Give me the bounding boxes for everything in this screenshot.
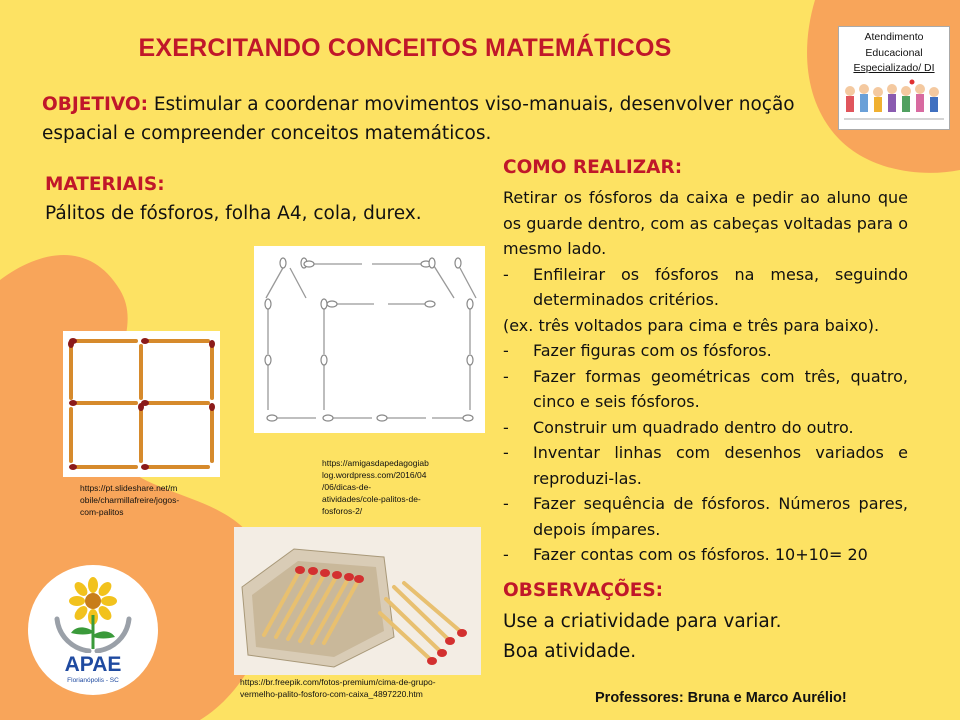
matchstick-house-image [254, 246, 485, 433]
apae-logo [28, 565, 158, 695]
observation-line-2: Boa atividade. [503, 641, 637, 662]
objective [42, 90, 832, 148]
matchstick-squares-image [63, 331, 220, 477]
credit-slideshare: https://pt.slideshare.net/m obile/charmillafreire/jogos- com-palitos [80, 483, 180, 517]
aee-logo [838, 26, 950, 130]
apae-city: Florianópolis - SC [67, 677, 119, 684]
credit-wordpress: https://amigasdapedagogiab log.wordpress.com/2016/04 /06/dicas-de- atividades/cole-palitos-de- fosforos-2/ [322, 458, 429, 516]
how-to-intro: Retirar os fósforos da caixa e pedir ao aluno que os guarde dentro, com as cabeças voltadas para o mesmo lado. [503, 188, 908, 258]
how-to-heading: COMO REALIZAR: [503, 157, 683, 178]
list-item: - Inventar linhas com desenhos variados e reproduzi-las. [503, 443, 908, 488]
matchbox-image [234, 527, 481, 675]
how-to-list [503, 185, 908, 568]
list-item: - Fazer formas geométricas com três, quatro, cinco e seis fósforos. [503, 366, 908, 411]
how-to-note: (ex. três voltados para cima e três para baixo). [503, 315, 880, 335]
objective-text: Estimular a coordenar movimentos viso-manuais, desenvolver noção espacial e compreender conceitos matemáticos. [42, 94, 795, 144]
aee-logo-text: Atendimento Educacional Especializado/ DI [853, 31, 935, 74]
list-item: - Fazer sequência de fósforos. Números pares, depois ímpares. [503, 494, 908, 539]
children-illustration [842, 79, 946, 125]
list-item: - Fazer figuras com os fósforos. [503, 341, 772, 360]
page-title: EXERCITANDO CONCEITOS MATEMÁTICOS [138, 34, 672, 62]
observations-heading: OBSERVAÇÕES: [503, 580, 664, 601]
materials-heading: MATERIAIS: [45, 174, 165, 195]
credit-freepik: https://br.freepik.com/fotos-premium/cima-de-grupo- vermelho-palito-fosforo-com-caixa_4897220.htm [240, 677, 436, 699]
materials-text: Pálitos de fósforos, folha A4, cola, durex. [45, 203, 422, 224]
objective-label: OBJETIVO: [42, 94, 148, 115]
list-item: - Enfileirar os fósforos na mesa, seguindo determinados critérios. [503, 264, 908, 309]
teachers-credit: Professores: Bruna e Marco Aurélio! [595, 690, 847, 706]
apae-name: APAE [64, 653, 122, 676]
list-item: - Construir um quadrado dentro do outro. [503, 417, 854, 437]
sunflower-hands-icon [53, 575, 133, 653]
observation-line-1: Use a criatividade para variar. [503, 611, 782, 632]
list-item: - Fazer contas com os fósforos. 10+10= 20 [503, 545, 868, 564]
